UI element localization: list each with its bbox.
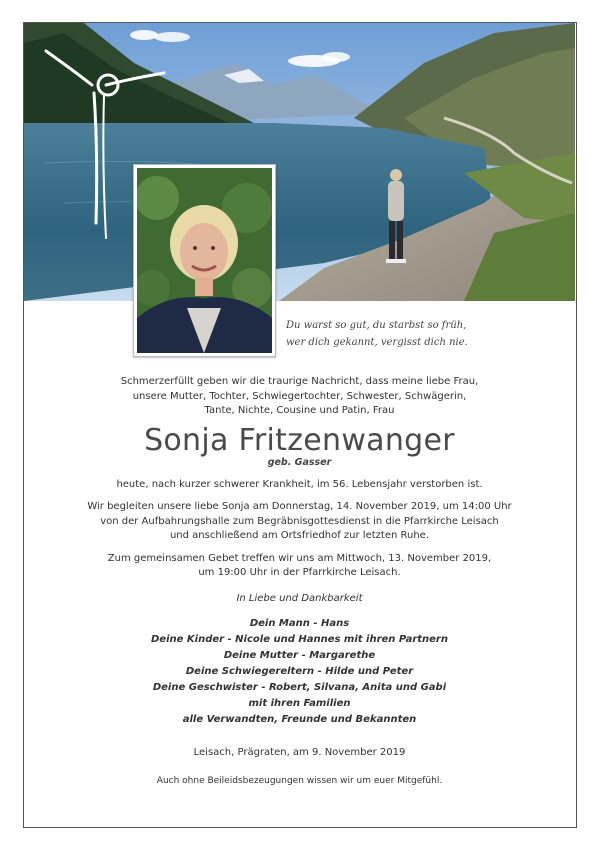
- obituary-card: [23, 22, 577, 828]
- funeral-line: und anschließend am Ortsfriedhof zur letzten Ruhe.: [169, 530, 430, 541]
- birth-name: geb. Gasser: [267, 456, 332, 468]
- family-line: Deine Mutter - Margarethe: [223, 650, 376, 661]
- funeral-line: von der Aufbahrungshalle zum Begräbnisgottesdienst in die Pfarrkirche Leisach: [100, 515, 499, 527]
- quote-line: wer dich gekannt, vergisst dich nie.: [286, 337, 468, 348]
- family-line: Deine Geschwister - Robert, Silvana, Anita und Gabi: [152, 682, 447, 693]
- family-line: Deine Schwiegereltern - Hilde und Peter: [185, 666, 414, 677]
- intro-line: Schmerzerfüllt geben wir die traurige Nachricht, dass meine liebe Frau,: [120, 376, 479, 387]
- prayer-line: um 19:00 Uhr in der Pfarrkirche Leisach.: [198, 567, 401, 578]
- deceased-name: Sonja Fritzenwanger: [144, 422, 455, 458]
- family-list: [24, 616, 575, 728]
- family-line: Dein Mann - Hans: [249, 618, 350, 629]
- place-date: Leisach, Prägraten, am 9. November 2019: [193, 747, 406, 758]
- memorial-quote: [286, 317, 468, 351]
- intro-line: Tante, Nichte, Cousine und Patin, Frau: [204, 405, 395, 416]
- funeral-paragraph: [24, 500, 575, 544]
- obituary-text: [24, 375, 575, 796]
- family-line: alle Verwandten, Freunde und Bekannten: [182, 714, 417, 725]
- gratitude-line: In Liebe und Dankbarkeit: [236, 592, 363, 604]
- funeral-line: Wir begleiten unsere liebe Sonja am Donnerstag, 14. November 2019, um 14:00 Uhr: [87, 501, 512, 512]
- condolence-note: Auch ohne Beileidsbezeugungen wissen wir um euer Mitgefühl.: [156, 775, 443, 786]
- landscape-photo: [24, 23, 575, 301]
- prayer-paragraph: [24, 552, 575, 581]
- family-line: mit ihren Familien: [248, 698, 351, 709]
- death-announcement: heute, nach kurzer schwerer Krankheit, im 56. Lebensjahr verstorben ist.: [116, 478, 483, 490]
- intro-line: unsere Mutter, Tochter, Schwiegertochter, Schwester, Schwägerin,: [132, 390, 467, 402]
- intro-paragraph: [24, 375, 575, 419]
- family-line: Deine Kinder - Nicole und Hannes mit ihren Partnern: [151, 634, 448, 645]
- portrait-photo: [133, 164, 276, 357]
- quote-line: Du warst so gut, du starbst so früh,: [286, 320, 467, 331]
- prayer-line: Zum gemeinsamen Gebet treffen wir uns am Mittwoch, 13. November 2019,: [107, 552, 492, 564]
